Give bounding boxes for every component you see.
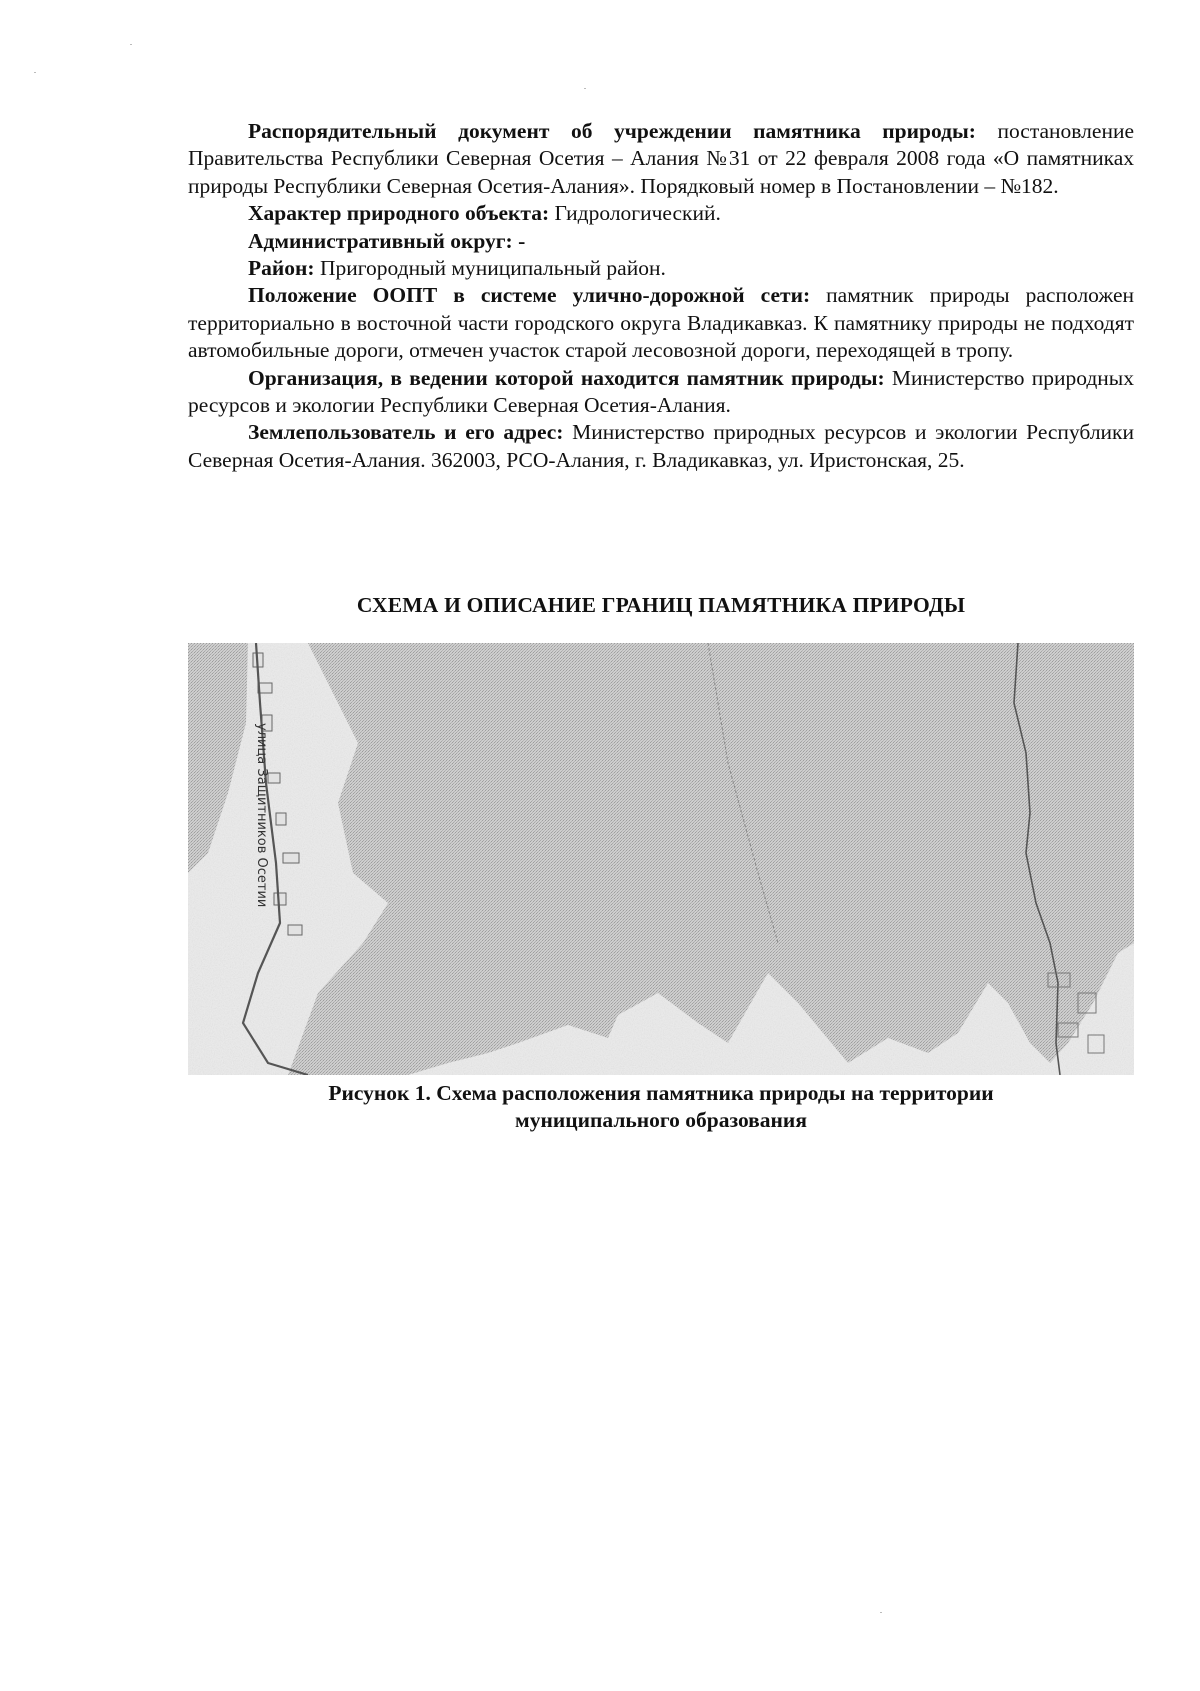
paragraph-label: Административный округ: - xyxy=(248,228,526,253)
caption-line: муниципального образования xyxy=(515,1108,807,1132)
figure-caption xyxy=(188,1080,1134,1134)
map-grain xyxy=(188,643,1134,1075)
paragraph-label: Организация, в ведении которой находится памятник природы: xyxy=(248,365,885,390)
paragraph-text: постановление Правительства Республики Северная Осетия – Алания №31 от 22 февраля 2008 года «О памятниках природы Республики Северная Осетия-Алания». Порядковый номер в Постановлении – №182. xyxy=(188,119,1134,198)
paragraph-text: Пригородный муниципальный район. xyxy=(314,256,666,281)
street-label: улица Защитников Осетии xyxy=(254,723,269,908)
caption-line: Рисунок 1. Схема расположения памятника природы на территории xyxy=(328,1081,994,1105)
location-map xyxy=(188,643,1134,1075)
section-title: СХЕМА И ОПИСАНИЕ ГРАНИЦ ПАМЯТНИКА ПРИРОДЫ xyxy=(356,593,966,617)
paragraph-land-user xyxy=(188,419,1134,474)
location-map-svg xyxy=(188,643,1134,1075)
paragraph-managing-organization xyxy=(188,365,1134,420)
paragraph-text: Министерство природных ресурсов и экологии Республики Северная Осетия-Алания. xyxy=(188,365,1135,418)
paragraph-label: Распорядительный документ об учреждении памятника природы: xyxy=(248,119,976,143)
paragraph-road-position xyxy=(188,282,1134,364)
paragraph-region xyxy=(188,255,1134,282)
paragraph-text: Министерство природных ресурсов и экологии Республики Северная Осетия-Алания. 362003, РСО-Алания, г. Владикавказ, ул. Иристонская, 25. xyxy=(188,420,1134,472)
paragraph-text: памятник природы расположен территориально в восточной части городского округа Владикавказ. К памятнику природы не подходят автомобильные дороги, отмечен участок старой лесовозной дороги, переходящей в тропу. xyxy=(188,283,1135,363)
document-body xyxy=(188,118,1134,474)
paragraph-label: Район: xyxy=(248,256,315,281)
paragraph-admin-district xyxy=(188,228,1134,255)
paragraph-order-document xyxy=(188,118,1134,200)
paragraph-object-type xyxy=(188,200,1134,227)
paragraph-label: Землепользователь и его адрес: xyxy=(248,420,564,445)
paragraph-text: Гидрологический. xyxy=(549,201,721,226)
paragraph-label: Положение ООПТ в системе улично-дорожной сети: xyxy=(248,283,811,308)
paragraph-label: Характер природного объекта: xyxy=(248,201,550,226)
